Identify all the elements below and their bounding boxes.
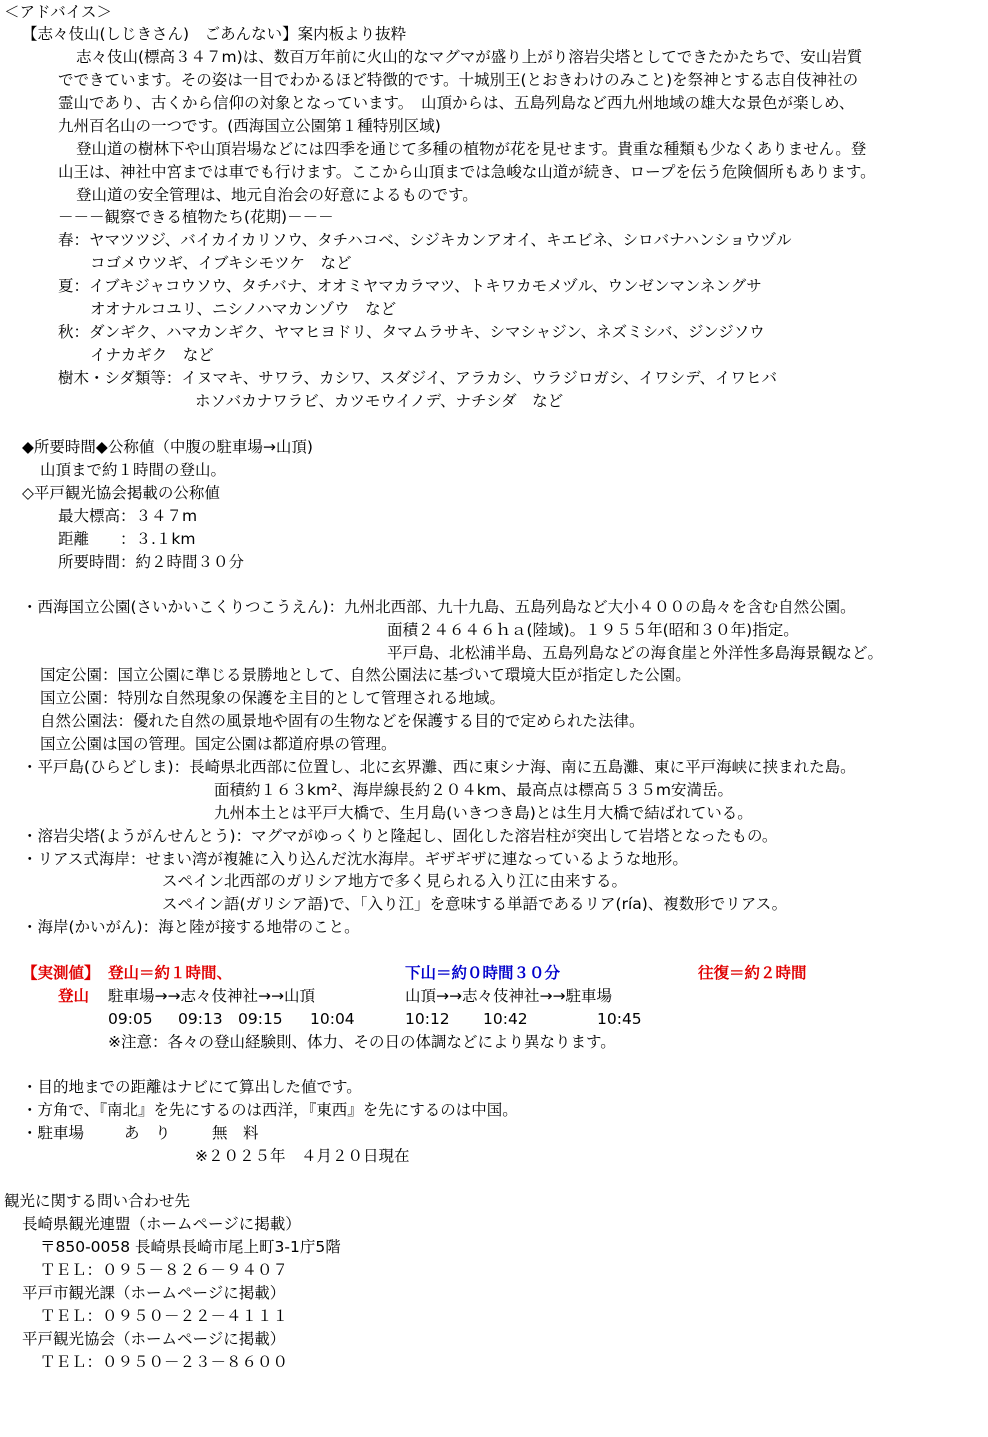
contact-name: 平戸市観光課（ホームページに掲載） [22, 1284, 286, 1302]
signboard-line: 登山道の安全管理は、地元自治会の好意によるものです。 [76, 186, 478, 204]
measured-down-time: 下山＝約０時間３０分 [405, 964, 561, 982]
plants-autumn: 秋：ダンギク、ハマカンギク、ヤマヒヨドリ、タマムラサキ、シマシャジン、ネズミシバ、ジンジソウ [58, 323, 765, 341]
glossary-item-cont: スペイン北西部のガリシア地方で多く見られる入り江に由来する。 [162, 872, 628, 890]
glossary-item-cont: 面積約１６３km²、海岸線長約２０４km、最高点は標高５３５m安満岳。 [214, 781, 733, 799]
signboard-title: 【志々伎山(しじきさん) ごあんない】案内板より抜粋 [22, 25, 407, 43]
note-parking-label: ・駐車場 [22, 1124, 85, 1142]
glossary-item: 自然公園法：優れた自然の風景地や固有の生物などを保護する目的で定められた法律。 [40, 712, 645, 730]
time-stamp: 09:05 [108, 1010, 153, 1028]
route-up: 駐車場→→志々伎神社→→山頂 [108, 987, 315, 1005]
time-stamp: 09:13 [178, 1010, 223, 1028]
signboard-line: 登山道の樹林下や山頂岩場などには四季を通じて多種の植物が花を見せます。貴重な種類も少なくありません。登 [76, 140, 867, 158]
glossary-item: 国立公園は国の管理。国定公園は都道府県の管理。 [40, 735, 397, 753]
glossary-item: ・溶岩尖塔(ようがんせんとう)：マグマがゆっくりと隆起し、固化した溶岩柱が突出して岩塔となったもの。 [22, 827, 778, 845]
time-stamp: 10:42 [483, 1010, 528, 1028]
signboard-line: 九州百名山の一つです。(西海国立公園第１種特別区域) [58, 117, 441, 135]
distance: 距離 ：３.１km [58, 530, 196, 548]
official-time-text: 山頂まで約１時間の登山。 [40, 461, 227, 479]
contact-tel: ＴＥＬ：０９５０－２２－４１１１ [40, 1307, 289, 1325]
contact-name: 平戸観光協会（ホームページに掲載） [22, 1330, 286, 1348]
route-down: 山頂→→志々伎神社→→駐車場 [405, 987, 612, 1005]
advice-heading: ＜アドバイス＞ [4, 3, 113, 21]
signboard-line: でできています。その姿は一目でわかるほど特徴的です。十城別王(とおきわけのみこと)を祭神とする志自伎神社の [58, 71, 859, 89]
signboard-line: 志々伎山(標高３４７m)は、数百万年前に火山的なマグマが盛り上がり溶岩尖塔としてできたかたちで、安山岩質 [76, 48, 863, 66]
measured-up-time: 登山＝約１時間、 [108, 964, 233, 982]
glossary-item: 国立公園：特別な自然現象の保護を主目的として管理される地域。 [40, 689, 506, 707]
plants-heading: －－－観察できる植物たち(花期)－－－ [58, 208, 334, 226]
note-parking-fee: 無 料 [212, 1124, 259, 1142]
plants-summer-cont: オオナルコユリ、ニシノハマカンゾウ など [90, 300, 397, 318]
glossary-item-cont: 九州本土とは平戸大橋で、生月島(いきつき島)とは生月大橋で結ばれている。 [214, 804, 753, 822]
max-altitude: 最大標高：３４７m [58, 507, 198, 525]
time-stamp: 10:12 [405, 1010, 450, 1028]
measured-tag: 【実測値】 [22, 964, 100, 982]
measured-round-time: 往復＝約２時間 [698, 964, 807, 982]
duration: 所要時間：約２時間３０分 [58, 553, 245, 571]
hirado-header: ◇平戸観光協会掲載の公称値 [22, 484, 220, 502]
plants-summer: 夏：イブキジャコウソウ、タチバナ、オオミヤマカラマツ、トキワカモメヅル、ウンゼンマンネングサ [58, 277, 762, 295]
glossary-item: ・リアス式海岸：せまい湾が複雑に入り込んだ沈水海岸。ギザギザに連なっているような地形。 [22, 850, 688, 868]
glossary-item: ・海岸(かいがん)：海と陸が接する地帯のこと。 [22, 918, 360, 936]
contact-tel: ＴＥＬ：０９５０－２３－８６００ [40, 1353, 289, 1371]
note-date: ※２０２５年 ４月２０日現在 [195, 1147, 410, 1165]
glossary-item: 国定公園：国立公園に準じる景勝地として、自然公園法に基づいて環境大臣が指定した公園。 [40, 666, 691, 684]
note-nav: ・目的地までの距離はナビにて算出した値です。 [22, 1078, 362, 1096]
plants-autumn-cont: イナカギク など [90, 346, 214, 364]
contact-name: 長崎県観光連盟（ホームページに掲載） [22, 1215, 301, 1233]
signboard-line: 霊山であり、古くから信仰の対象となっています。 山頂からは、五島列島など西九州地域の雄大な景色が楽しめ、 [58, 94, 855, 112]
glossary-item-cont: 平戸島、北松浦半島、五島列島などの海食崖と外洋性多島海景観など。 [387, 644, 884, 662]
note-direction: ・方角で、『南北』を先にするのは西洋，『東西』を先にするのは中国。 [22, 1101, 518, 1119]
glossary-item: ・平戸島(ひらどしま)：長崎県北西部に位置し、北に玄界灘、西に東シナ海、南に五島灘、東に平戸海峡に挟まれた島。 [22, 758, 856, 776]
note-parking-exist: あ り [124, 1124, 171, 1142]
plants-spring: 春：ヤマツツジ、バイカイカリソウ、タチハコベ、シジキカンアオイ、キエビネ、シロバナハンショウヅル [58, 231, 792, 249]
official-time-header: ◆所要時間◆公称値（中腹の駐車場→山頂) [22, 438, 313, 456]
plants-trees: 樹木・シダ類等：イヌマキ、サワラ、カシワ、スダジイ、アラカシ、ウラジロガシ、イワシデ、イワヒバ [58, 369, 778, 387]
glossary-item-cont: 面積２４６４６ｈａ(陸域)。１９５５年(昭和３０年)指定。 [387, 621, 799, 639]
contact-tel: ＴＥＬ：０９５－８２６－９４０７ [40, 1261, 289, 1279]
measured-label: 登山 [58, 987, 90, 1005]
glossary-item-cont: スペイン語(ガリシア語)で、「入り江」を意味する単語であるリア(ría)、複数形でリアス。 [162, 895, 788, 913]
time-stamp: 10:04 [310, 1010, 355, 1028]
plants-spring-cont: コゴメウツギ、イブキシモツケ など [90, 254, 352, 272]
plants-trees-cont: ホソバカナワラビ、カツモウイノデ、ナチシダ など [195, 392, 564, 410]
glossary-item: ・西海国立公園(さいかいこくりつこうえん)：九州北西部、九十九島、五島列島など大小４００の島々を含む自然公園。 [22, 598, 856, 616]
time-stamp: 10:45 [597, 1010, 642, 1028]
contact-address: 〒850-0058 長崎県長崎市尾上町3-1庁5階 [40, 1238, 341, 1256]
measured-note: ※注意：各々の登山経験則、体力、その日の体調などにより異なります。 [108, 1033, 616, 1051]
signboard-line: 山王は、神社中宮までは車でも行けます。ここから山頂までは急峻な山道が続き、ロープを伝う危険個所もあります。 [58, 163, 876, 181]
contacts-heading: 観光に関する問い合わせ先 [4, 1192, 191, 1210]
time-stamp: 09:15 [238, 1010, 283, 1028]
